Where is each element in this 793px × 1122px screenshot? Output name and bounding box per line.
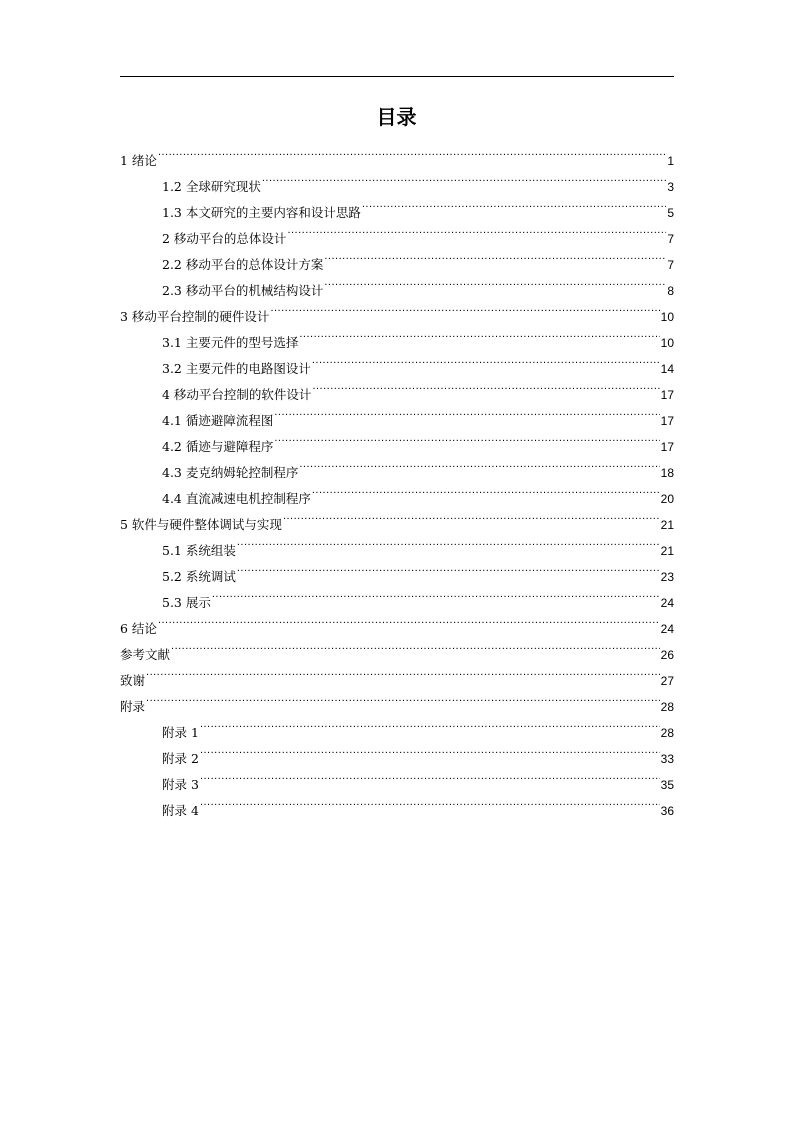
toc-entry-page: 21 <box>660 518 674 532</box>
dot-leader <box>262 165 666 191</box>
dot-leader <box>158 607 660 633</box>
toc-entry-page: 27 <box>660 674 674 688</box>
toc-entry-label: 附录 <box>120 699 146 714</box>
toc-entry-page: 26 <box>660 648 674 662</box>
toc-entry-page: 20 <box>660 492 674 506</box>
dot-leader <box>171 633 660 659</box>
toc-entry-label: 参考文献 <box>120 647 171 662</box>
toc-entry-page: 8 <box>667 284 674 298</box>
toc-entry-label: 5 软件与硬件整体调试与实现 <box>120 517 282 532</box>
toc-entry-label: 附录 4 <box>162 803 199 818</box>
dot-leader <box>212 581 660 607</box>
toc-entry-label: 1.3 本文研究的主要内容和设计思路 <box>162 205 361 220</box>
toc-entry-page: 7 <box>667 258 674 272</box>
toc-entry-label: 3 移动平台控制的硬件设计 <box>120 309 270 324</box>
toc-entry-page: 1 <box>667 154 674 168</box>
toc-entry[interactable] <box>120 685 674 714</box>
dot-leader <box>274 399 659 425</box>
dot-leader <box>237 555 660 581</box>
toc-entry-page: 18 <box>660 466 674 480</box>
toc-entry[interactable] <box>120 165 674 194</box>
toc-entry-label: 1 绪论 <box>120 153 157 168</box>
toc-entry-page: 10 <box>660 310 674 324</box>
dot-leader <box>200 763 660 789</box>
toc-entry-label: 5.1 系统组装 <box>162 543 236 558</box>
toc-entry-page: 23 <box>660 570 674 584</box>
toc-entry[interactable] <box>120 139 674 168</box>
toc-entry-page: 24 <box>660 596 674 610</box>
toc-entry-label: 3.1 主要元件的型号选择 <box>162 335 299 350</box>
toc-entry-label: 4.3 麦克纳姆轮控制程序 <box>162 465 299 480</box>
toc-entry-label: 致谢 <box>120 673 146 688</box>
toc-entry[interactable] <box>120 789 674 818</box>
dot-leader <box>200 711 660 737</box>
dot-leader <box>324 243 666 269</box>
toc-entry-label: 4.2 循迹与避障程序 <box>162 439 274 454</box>
dot-leader <box>146 685 660 711</box>
toc-entry-page: 5 <box>667 206 674 220</box>
dot-leader <box>312 477 660 503</box>
dot-leader <box>299 321 659 347</box>
dot-leader <box>274 425 659 451</box>
toc-entry-page: 36 <box>660 804 674 818</box>
toc-entry[interactable] <box>120 763 674 792</box>
toc-entry-label: 5.3 展示 <box>162 595 211 610</box>
toc-entry-label: 4.4 直流减速电机控制程序 <box>162 491 311 506</box>
dot-leader <box>312 347 660 373</box>
toc-entry-label: 4 移动平台控制的软件设计 <box>162 387 312 402</box>
dot-leader <box>362 191 666 217</box>
dot-leader <box>200 737 660 763</box>
toc-entry-label: 1.2 全球研究现状 <box>162 179 261 194</box>
toc-entry-page: 35 <box>660 778 674 792</box>
toc-entry-label: 2.2 移动平台的总体设计方案 <box>162 257 324 272</box>
toc-entry-page: 28 <box>660 700 674 714</box>
toc-entry-page: 21 <box>660 544 674 558</box>
dot-leader <box>270 295 659 321</box>
header-rule <box>120 76 674 77</box>
table-of-contents <box>120 139 674 818</box>
toc-entry-page: 10 <box>660 336 674 350</box>
toc-entry-label: 2.3 移动平台的机械结构设计 <box>162 283 324 298</box>
toc-entry-page: 17 <box>660 388 674 402</box>
toc-entry[interactable] <box>120 711 674 740</box>
toc-title: 目录 <box>376 105 417 129</box>
toc-entry-page: 7 <box>667 232 674 246</box>
toc-entry-page: 14 <box>660 362 674 376</box>
toc-entry[interactable] <box>120 659 674 688</box>
toc-entry-label: 3.2 主要元件的电路图设计 <box>162 361 311 376</box>
toc-entry-label: 6 结论 <box>120 621 157 636</box>
dot-leader <box>158 139 666 165</box>
toc-entry-page: 3 <box>667 180 674 194</box>
toc-entry[interactable] <box>120 607 674 636</box>
dot-leader <box>287 217 666 243</box>
toc-entry-label: 5.2 系统调试 <box>162 569 236 584</box>
toc-entry-page: 28 <box>660 726 674 740</box>
dot-leader <box>283 503 660 529</box>
toc-entry-page: 17 <box>660 440 674 454</box>
toc-entry-page: 17 <box>660 414 674 428</box>
dot-leader <box>146 659 660 685</box>
dot-leader <box>200 789 660 815</box>
toc-entry-label: 附录 2 <box>162 751 199 766</box>
dot-leader <box>312 373 659 399</box>
toc-entry-label: 附录 3 <box>162 777 199 792</box>
toc-entry[interactable] <box>120 633 674 662</box>
dot-leader <box>299 451 659 477</box>
toc-entry-label: 4.1 循迹避障流程图 <box>162 413 274 428</box>
toc-entry-label: 附录 1 <box>162 725 199 740</box>
toc-entry-label: 2 移动平台的总体设计 <box>162 231 287 246</box>
toc-entry[interactable] <box>120 737 674 766</box>
dot-leader <box>237 529 660 555</box>
dot-leader <box>324 269 666 295</box>
toc-entry-page: 33 <box>660 752 674 766</box>
toc-entry-page: 24 <box>660 622 674 636</box>
